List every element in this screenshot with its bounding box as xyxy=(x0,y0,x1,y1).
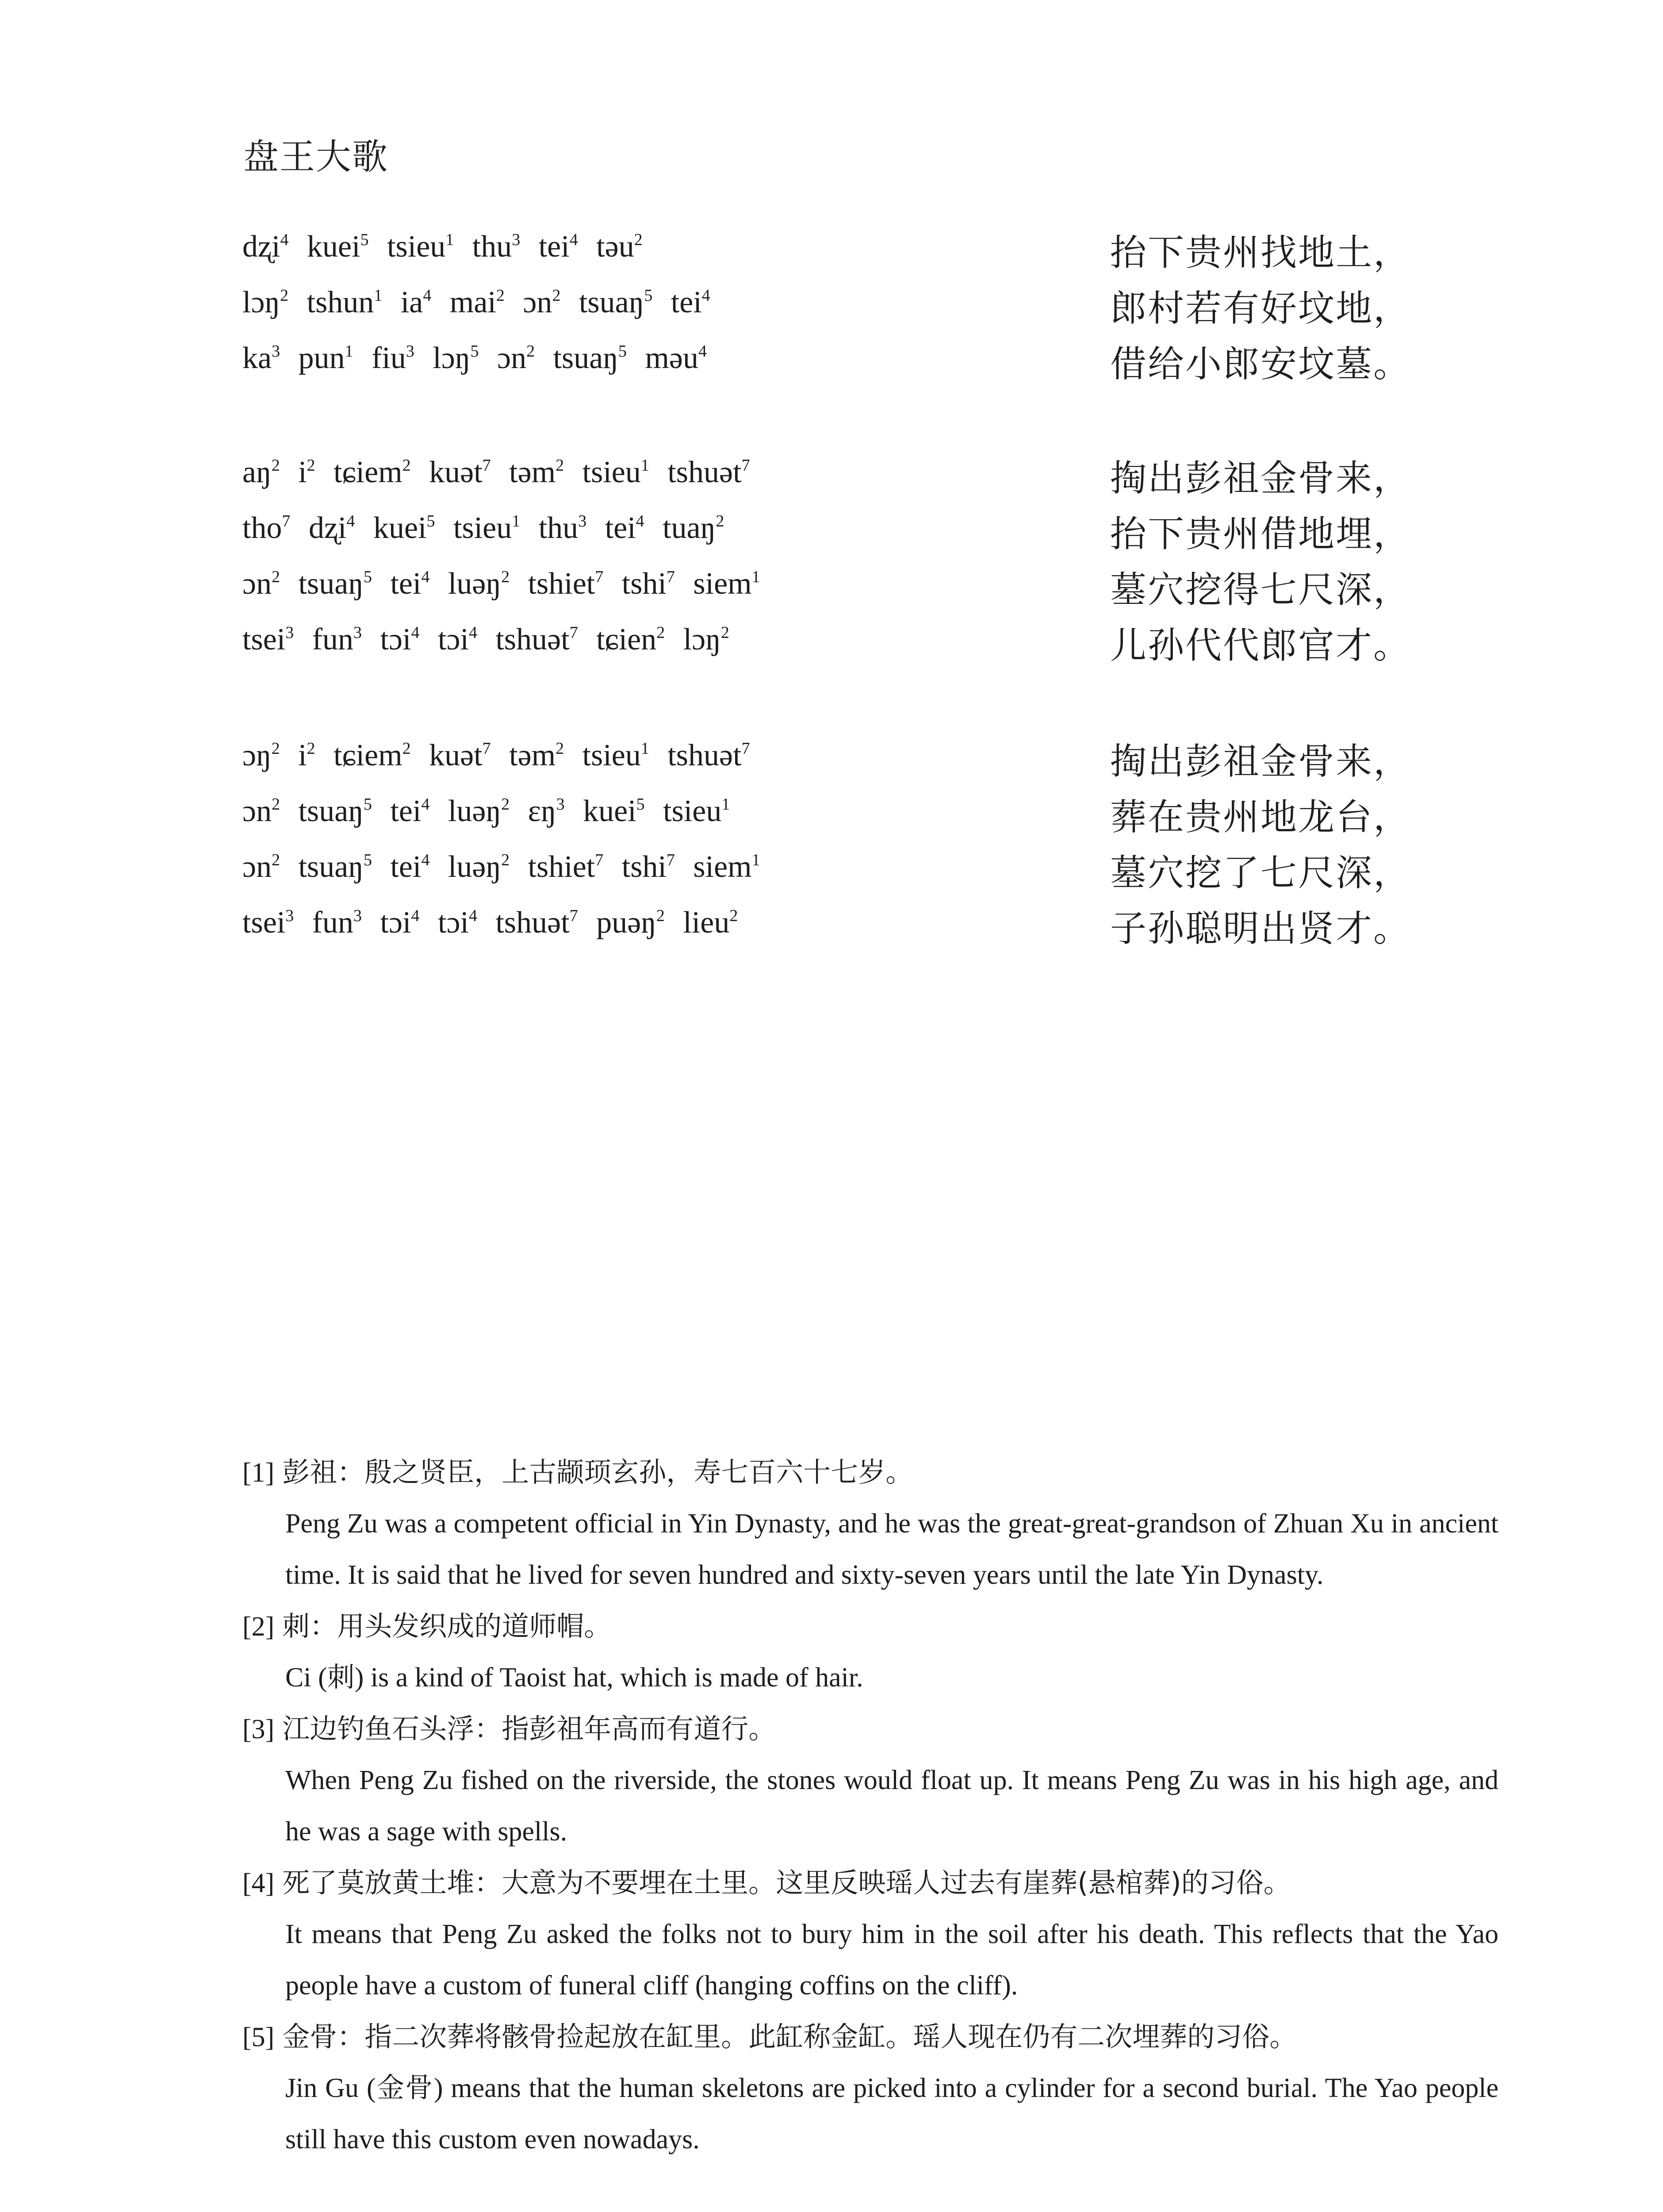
tone-number: 2 xyxy=(526,342,535,361)
tone-number: 1 xyxy=(345,342,353,361)
syllable xyxy=(242,567,280,601)
tone-number: 5 xyxy=(426,512,435,530)
phonetic-transcription xyxy=(242,622,729,657)
tone-number: 2 xyxy=(272,568,280,586)
footnotes xyxy=(242,1447,1498,2165)
footnote-chinese xyxy=(242,1601,1498,1652)
tone-number: 2 xyxy=(656,906,665,925)
phonetic-transcription xyxy=(242,849,760,885)
syllable xyxy=(579,285,652,319)
syllable-text: tsuaŋ xyxy=(579,285,644,319)
syllable-text: puəŋ xyxy=(596,906,656,940)
syllable xyxy=(683,906,738,940)
syllable-text: tsieu xyxy=(582,455,641,489)
footnote-chinese-text: 死了莫放黄土堆：大意为不要埋在土里。这里反映瑶人过去有崖葬(悬棺葬)的习俗。 xyxy=(282,1866,1291,1899)
syllable xyxy=(309,511,355,545)
syllable xyxy=(497,341,535,375)
song-line xyxy=(242,786,1414,841)
syllable xyxy=(448,850,510,884)
syllable-text: mai xyxy=(449,285,496,319)
syllable-text: siem xyxy=(693,850,752,884)
syllable-text: tɕiem xyxy=(333,455,402,489)
syllable xyxy=(693,850,760,884)
syllable-text: tsieu xyxy=(663,794,722,828)
syllable xyxy=(390,850,429,884)
syllable-text: lɔŋ xyxy=(242,285,280,319)
tone-number: 7 xyxy=(741,456,750,475)
syllable xyxy=(596,230,643,264)
syllable-text: tshiet xyxy=(528,850,595,884)
tone-number: 4 xyxy=(280,230,289,249)
tone-number: 4 xyxy=(468,906,477,925)
syllable xyxy=(645,341,707,375)
syllable-text: kuei xyxy=(307,230,360,264)
syllable xyxy=(539,230,578,264)
tone-number: 1 xyxy=(445,230,454,249)
tone-number: 3 xyxy=(578,512,587,530)
syllable-text: tshuət xyxy=(667,455,742,489)
syllable xyxy=(448,794,510,828)
tone-number: 7 xyxy=(666,851,675,869)
syllable xyxy=(242,455,280,489)
tone-number: 4 xyxy=(421,795,430,814)
tone-number: 7 xyxy=(282,512,291,530)
chinese-translation: 掏出彭祖金骨来， xyxy=(1110,741,1411,783)
tone-number: 2 xyxy=(307,456,315,475)
syllable-text: ka xyxy=(242,341,272,375)
syllable xyxy=(242,622,294,657)
syllable xyxy=(299,850,372,884)
phonetic-transcription xyxy=(242,455,750,490)
song-line xyxy=(242,897,1414,953)
syllable xyxy=(472,230,520,264)
syllable xyxy=(448,567,510,601)
syllable xyxy=(450,285,505,319)
footnote-chinese-text: 刺：用头发织成的道师帽。 xyxy=(282,1610,612,1642)
chinese-translation: 抬下贵州借地埋， xyxy=(1110,513,1411,555)
syllable xyxy=(553,341,627,375)
song-line xyxy=(242,221,1414,277)
tone-number: 4 xyxy=(421,851,430,869)
song-line xyxy=(242,503,1414,558)
tone-number: 2 xyxy=(496,286,505,305)
syllable-text: məu xyxy=(645,341,698,375)
tone-number: 4 xyxy=(346,512,355,530)
syllable xyxy=(667,738,750,772)
footnote xyxy=(242,1601,1498,1703)
tone-number: 3 xyxy=(353,623,362,642)
syllable-text: tshuət xyxy=(495,622,570,657)
tone-number: 1 xyxy=(512,512,521,530)
syllable xyxy=(242,285,288,319)
syllable xyxy=(242,230,289,264)
syllable-text: tsuaŋ xyxy=(298,567,364,601)
syllable xyxy=(401,285,432,319)
syllable-text: thu xyxy=(538,511,579,545)
syllable-text: təm xyxy=(509,455,556,489)
syllable-text: kuət xyxy=(429,455,483,489)
syllable-text: i xyxy=(298,738,307,772)
syllable-text: ɔn xyxy=(242,567,272,601)
syllable xyxy=(380,622,420,657)
syllable xyxy=(242,850,280,884)
syllable-text: ɔn xyxy=(523,285,552,319)
chinese-translation: 墓穴挖了七尺深， xyxy=(1110,852,1411,894)
tone-number: 3 xyxy=(272,342,280,361)
syllable xyxy=(671,285,710,319)
footnote-chinese xyxy=(242,1703,1498,1755)
syllable-text: kuei xyxy=(373,511,427,545)
tone-number: 7 xyxy=(569,623,578,642)
syllable xyxy=(528,850,604,884)
syllable-text: tɔi xyxy=(380,906,411,940)
tone-number: 2 xyxy=(272,795,280,814)
syllable xyxy=(312,622,362,657)
syllable-text: tei xyxy=(390,850,421,884)
syllable xyxy=(528,567,604,601)
tone-number: 2 xyxy=(271,456,280,475)
tone-number: 4 xyxy=(636,512,644,530)
tone-number: 5 xyxy=(644,286,653,305)
syllable-text: lieu xyxy=(683,906,730,940)
syllable xyxy=(523,285,560,319)
syllable-text: kuət xyxy=(429,738,483,772)
syllable-text: təu xyxy=(596,230,634,264)
syllable-text: ɔn xyxy=(242,794,272,828)
tone-number: 5 xyxy=(360,230,369,249)
syllable xyxy=(693,567,760,601)
song-line xyxy=(242,447,1414,503)
syllable xyxy=(495,906,578,940)
tone-number: 3 xyxy=(512,230,521,249)
syllable-text: fiu xyxy=(372,341,406,375)
tone-number: 7 xyxy=(482,739,491,758)
syllable-text: tɕiem xyxy=(333,738,402,772)
phonetic-transcription xyxy=(242,794,730,829)
syllable-text: təm xyxy=(509,738,556,772)
page-header-title: 盘王大歌 xyxy=(243,136,388,177)
syllable xyxy=(453,511,520,545)
tone-number: 2 xyxy=(720,623,729,642)
syllable-text: fun xyxy=(312,622,354,657)
syllable xyxy=(667,455,750,489)
syllable-text: tɔi xyxy=(438,622,469,657)
syllable-text: dʐi xyxy=(242,230,280,264)
tone-number: 2 xyxy=(307,739,315,758)
phonetic-transcription xyxy=(242,285,710,320)
song-line xyxy=(242,277,1414,333)
syllable xyxy=(307,285,383,319)
syllable xyxy=(605,511,644,545)
song-stanza xyxy=(242,447,1414,670)
syllable-text: tshi xyxy=(621,567,667,601)
tone-number: 5 xyxy=(363,568,372,586)
syllable-text: tei xyxy=(390,567,421,601)
tone-number: 2 xyxy=(501,568,510,586)
syllable-text: lɔŋ xyxy=(433,341,471,375)
syllable-text: kuei xyxy=(583,794,636,828)
syllable xyxy=(622,850,675,884)
syllable xyxy=(429,455,491,489)
syllable xyxy=(495,622,578,657)
syllable xyxy=(242,906,294,940)
syllable-text: tsieu xyxy=(582,738,641,772)
tone-number: 2 xyxy=(272,851,280,869)
song-stanza xyxy=(242,730,1414,953)
footnote-number: [5] xyxy=(242,2022,275,2052)
phonetic-transcription xyxy=(242,738,750,773)
song-line xyxy=(242,558,1414,614)
tone-number: 7 xyxy=(741,739,750,758)
footnote xyxy=(242,1703,1498,1857)
syllable-text: tsei xyxy=(242,622,286,657)
syllable-text: tsuaŋ xyxy=(553,341,618,375)
tone-number: 1 xyxy=(751,568,760,586)
syllable-text: tshi xyxy=(621,850,667,884)
footnote-chinese-text: 彭祖：殷之贤臣，上古颛顼玄孙，寿七百六十七岁。 xyxy=(282,1456,913,1488)
syllable-text: thu xyxy=(472,230,512,264)
syllable-text: fun xyxy=(312,906,354,940)
tone-number: 2 xyxy=(716,512,724,530)
tone-number: 2 xyxy=(634,230,643,249)
tone-number: 7 xyxy=(482,456,491,475)
footnote-english: When Peng Zu fished on the riverside, the stones would float up. It means Peng Zu was in his high age, and he was a sage with spells. xyxy=(285,1765,1498,1847)
chinese-translation: 掏出彭祖金骨来， xyxy=(1110,457,1411,499)
syllable xyxy=(582,738,649,772)
syllable xyxy=(333,738,410,772)
syllable-text: siem xyxy=(693,567,752,601)
chinese-translation: 抬下贵州找地土， xyxy=(1110,232,1411,274)
syllable xyxy=(299,794,372,828)
tone-number: 2 xyxy=(501,795,510,814)
song-stanza xyxy=(242,221,1414,388)
tone-number: 1 xyxy=(721,795,730,814)
tone-number: 7 xyxy=(595,851,604,869)
syllable-text: tsieu xyxy=(453,511,512,545)
syllable xyxy=(242,794,280,828)
chinese-translation: 儿孙代代郎官才。 xyxy=(1110,625,1411,667)
chinese-translation: 子孙聪明出贤才。 xyxy=(1110,908,1411,950)
syllable-text: tsei xyxy=(242,906,286,940)
syllable xyxy=(390,794,429,828)
syllable-text: tɔi xyxy=(438,906,469,940)
syllable xyxy=(390,567,429,601)
tone-number: 5 xyxy=(618,342,627,361)
syllable xyxy=(372,341,414,375)
syllable xyxy=(596,906,665,940)
tone-number: 1 xyxy=(751,851,760,869)
syllable-text: tshun xyxy=(307,285,374,319)
syllable-text: tei xyxy=(671,285,702,319)
syllable-text: pun xyxy=(298,341,345,375)
tone-number: 3 xyxy=(556,795,565,814)
syllable-text: ɔn xyxy=(497,341,527,375)
footnote-chinese-text: 金骨：指二次葬将骸骨捡起放在缸里。此缸称金缸。瑶人现在仍有二次埋葬的习俗。 xyxy=(282,2020,1297,2053)
tone-number: 3 xyxy=(285,623,294,642)
tone-number: 2 xyxy=(556,739,564,758)
syllable xyxy=(380,906,420,940)
syllable-text: luəŋ xyxy=(448,567,502,601)
tone-number: 3 xyxy=(406,342,414,361)
syllable-text: tshuət xyxy=(667,738,742,772)
footnote-number: [2] xyxy=(242,1612,275,1642)
syllable-text: i xyxy=(298,455,307,489)
syllable-text: tɕien xyxy=(596,622,657,657)
syllable-text: tsieu xyxy=(387,230,446,264)
syllable xyxy=(387,230,454,264)
chinese-translation: 借给小郎安坟墓。 xyxy=(1110,343,1411,385)
syllable-text: tshuət xyxy=(495,906,570,940)
syllable xyxy=(307,230,369,264)
syllable xyxy=(298,455,315,489)
tone-number: 2 xyxy=(402,739,411,758)
phonetic-transcription xyxy=(242,511,724,546)
footnote-number: [1] xyxy=(242,1458,275,1488)
tone-number: 2 xyxy=(271,739,280,758)
syllable xyxy=(509,455,564,489)
syllable-text: ɔŋ xyxy=(242,738,272,772)
tone-number: 7 xyxy=(666,568,675,586)
syllable xyxy=(242,511,290,545)
syllable xyxy=(298,738,315,772)
syllable-text: ɔn xyxy=(242,850,272,884)
footnote-english: Peng Zu was a competent official in Yin Dynasty, and he was the great-great-grandson of Zhuan Xu in ancient time. It is said that he lived for seven hundred and sixty-seven years until the late Yin Dynasty. xyxy=(285,1509,1498,1590)
footnote-chinese xyxy=(242,1447,1498,1498)
syllable-text: luəŋ xyxy=(448,850,502,884)
tone-number: 5 xyxy=(363,851,372,869)
tone-number: 4 xyxy=(423,286,432,305)
syllable xyxy=(429,738,491,772)
tone-number: 4 xyxy=(698,342,707,361)
tone-number: 7 xyxy=(595,568,604,586)
syllable xyxy=(299,341,353,375)
syllable xyxy=(582,455,649,489)
footnote-chinese xyxy=(242,2011,1498,2062)
tone-number: 4 xyxy=(701,286,710,305)
syllable xyxy=(433,341,479,375)
footnote-chinese-text: 江边钓鱼石头浮：指彭祖年高而有道行。 xyxy=(282,1713,776,1745)
song-line xyxy=(242,614,1414,670)
tone-number: 3 xyxy=(353,906,362,925)
syllable xyxy=(663,794,730,828)
syllable xyxy=(583,794,645,828)
phonetic-transcription xyxy=(242,229,643,265)
syllable-text: tei xyxy=(390,794,421,828)
tone-number: 2 xyxy=(402,456,411,475)
syllable xyxy=(242,738,280,772)
syllable-text: tuaŋ xyxy=(663,511,716,545)
syllable-text: tshiet xyxy=(528,567,595,601)
tone-number: 4 xyxy=(411,906,420,925)
syllable xyxy=(622,567,675,601)
syllable-text: tei xyxy=(538,230,570,264)
syllable-text: tɔi xyxy=(380,622,411,657)
syllable-text: luəŋ xyxy=(448,794,502,828)
footnote-number: [4] xyxy=(242,1868,275,1898)
footnote-english: Ci (刺) is a kind of Taoist hat, which is made of hair. xyxy=(285,1663,863,1693)
song-line xyxy=(242,841,1414,897)
syllable-text: ia xyxy=(400,285,423,319)
syllable-text: tho xyxy=(242,511,282,545)
syllable xyxy=(312,906,362,940)
syllable xyxy=(596,622,665,657)
chinese-translation: 郎村若有好坟地， xyxy=(1110,288,1411,330)
syllable xyxy=(509,738,564,772)
phonetic-transcription xyxy=(242,566,760,602)
footnote-english: Jin Gu (金骨) means that the human skeletons are picked into a cylinder for a second burial. The Yao people still have this custom even nowadays. xyxy=(285,2073,1498,2154)
syllable-text: ɛŋ xyxy=(528,794,556,828)
syllable-text: lɔŋ xyxy=(683,622,721,657)
tone-number: 2 xyxy=(729,906,738,925)
footnote-number: [3] xyxy=(242,1714,275,1744)
tone-number: 5 xyxy=(363,795,372,814)
tone-number: 4 xyxy=(421,568,430,586)
tone-number: 1 xyxy=(374,286,383,305)
footnote xyxy=(242,1447,1498,1601)
syllable xyxy=(663,511,724,545)
footnote-chinese xyxy=(242,1857,1498,1909)
footnote xyxy=(242,2011,1498,2165)
syllable xyxy=(242,341,280,375)
syllable xyxy=(528,794,565,828)
tone-number: 4 xyxy=(411,623,420,642)
syllable xyxy=(333,455,410,489)
tone-number: 4 xyxy=(468,623,477,642)
tone-number: 3 xyxy=(285,906,294,925)
syllable xyxy=(373,511,435,545)
footnote-english: It means that Peng Zu asked the folks not to bury him in the soil after his death. This reflects that the Yao people have a custom of funeral cliff (hanging coffins on the cliff). xyxy=(285,1919,1498,2001)
song-line xyxy=(242,730,1414,786)
tone-number: 2 xyxy=(656,623,665,642)
syllable-text: dʐi xyxy=(308,511,347,545)
syllable-text: tei xyxy=(605,511,636,545)
syllable xyxy=(683,622,729,657)
syllable xyxy=(539,511,586,545)
tone-number: 2 xyxy=(556,456,564,475)
phonetic-transcription xyxy=(242,905,738,941)
song-line xyxy=(242,333,1414,388)
syllable xyxy=(438,906,477,940)
chinese-translation: 墓穴挖得七尺深， xyxy=(1110,569,1411,611)
tone-number: 7 xyxy=(569,906,578,925)
tone-number: 2 xyxy=(280,286,289,305)
tone-number: 1 xyxy=(640,739,649,758)
tone-number: 5 xyxy=(470,342,479,361)
syllable xyxy=(438,622,477,657)
tone-number: 4 xyxy=(569,230,578,249)
syllable xyxy=(299,567,372,601)
tone-number: 5 xyxy=(636,795,645,814)
chinese-translation: 葬在贵州地龙台， xyxy=(1110,796,1411,838)
tone-number: 2 xyxy=(552,286,561,305)
tone-number: 2 xyxy=(501,851,510,869)
phonetic-transcription xyxy=(242,341,707,376)
syllable-text: aŋ xyxy=(242,455,272,489)
tone-number: 1 xyxy=(640,456,649,475)
footnote xyxy=(242,1857,1498,2011)
syllable-text: tsuaŋ xyxy=(298,850,364,884)
syllable-text: tsuaŋ xyxy=(298,794,364,828)
